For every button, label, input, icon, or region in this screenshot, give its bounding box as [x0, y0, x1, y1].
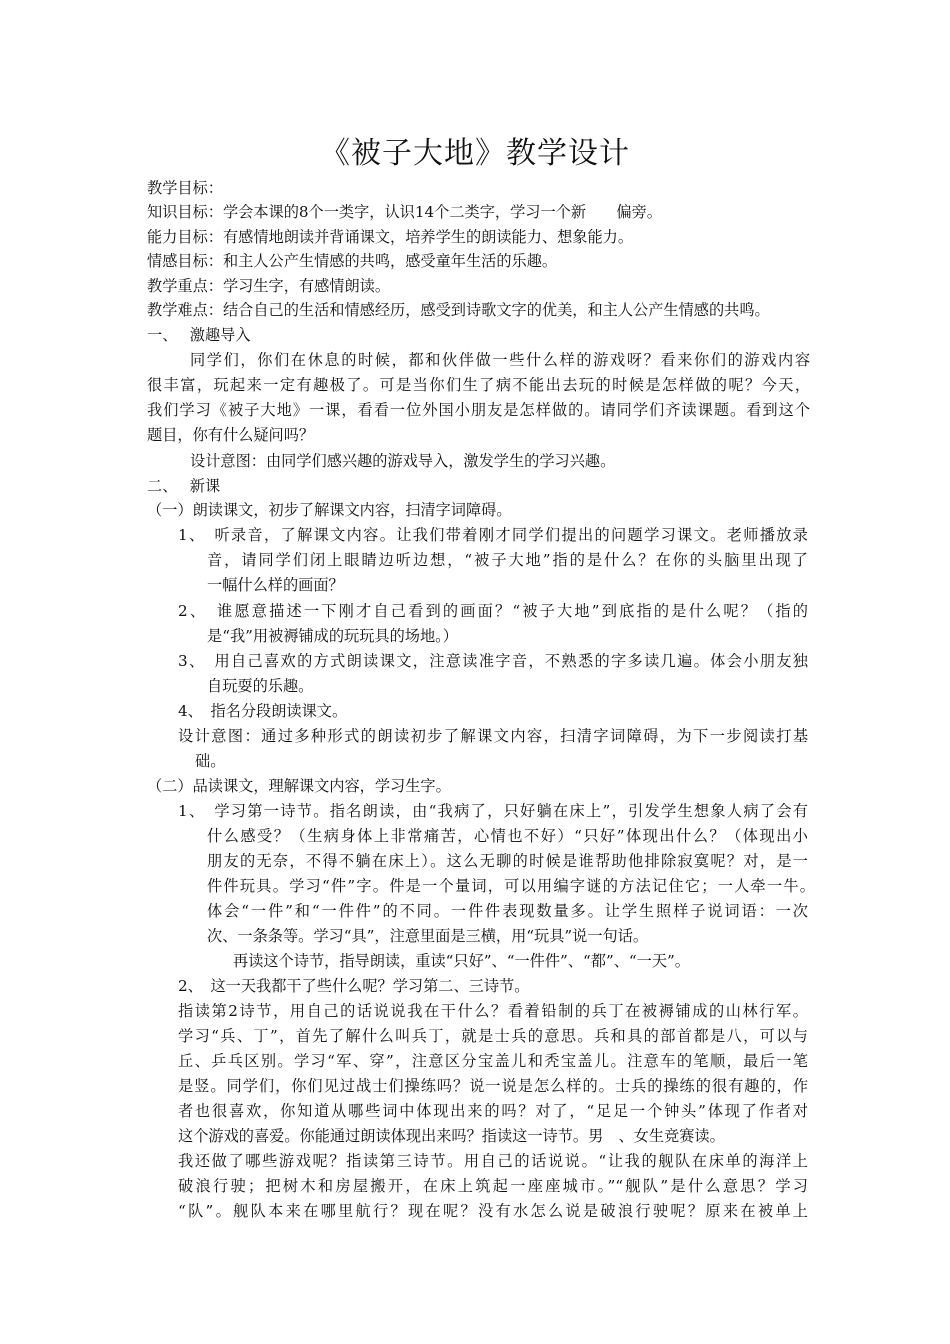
- part-1-item-2: 是“我”用被褥铺成的玩玩具的场地。）: [207, 627, 458, 645]
- part-2-item-1: 朋友的无奈，不得不躺在床上）。这么无聊的时候是谁帮助他排除寂寞呢？对，是一: [207, 852, 808, 870]
- part-1-item-1: 1、 听录音，了解课文内容。让我们带着刚才同学们提出的问题学习课文。老师播放录: [178, 526, 808, 544]
- part-2-item-2: 2、 这一天我都干了些什么呢？学习第二、三诗节。: [178, 977, 530, 995]
- part-2-item-1: 次、一条条等。学习“具”，注意里面是三横，用“玩具”说一句话。: [207, 927, 649, 945]
- part-1-item-2: 2、 谁愿意描述一下刚才自己看到的画面？“被子大地”到底指的是什么呢？（指的: [178, 602, 808, 620]
- goal-emotion: 情感目标：和主人公产生情感的共鸣，感受童年生活的乐趣。: [147, 252, 558, 270]
- part-2-paragraph-2: 丘、乒乓区别。学习“军、穿”，注意区分宝盖儿和秃宝盖儿。注意车的笔顺，最后一笔: [178, 1052, 808, 1070]
- part-2-paragraph-2: 是竖。同学们，你们见过战士们操练吗？说一说是怎么样的。士兵的操练的很有趣的，作: [178, 1077, 808, 1095]
- part-1-item-3: 3、 用自己喜欢的方式朗读课文，注意读准字音，不熟悉的字多读几遍。体会小朋友独: [178, 652, 808, 670]
- part-2-paragraph-2: 者也很喜欢，你知道从哪些词中体现出来的吗？对了，“足足一个钟头”体现了作者对: [178, 1102, 808, 1120]
- goal-ability: 能力目标：有感情地朗读并背诵课文，培养学生的朗读能力、想象能力。: [147, 228, 633, 246]
- part-2-item-1: 件件玩具。学习“件”字。件是一个量词，可以用编字谜的方法记住它；一人牵一牛。: [207, 877, 815, 895]
- part-1-heading: （一）朗读课文，初步了解课文内容，扫清字词障碍。: [147, 501, 512, 519]
- part-2-paragraph-2: 指读第2诗节，用自己的话说说我在干什么？看着铅制的兵丁在被褥铺成的山林行军。: [178, 1002, 808, 1020]
- part-1-design-note: 础。: [195, 752, 226, 770]
- section-1-line: 我们学习《被子大地》一课，看看一位外国小朋友是怎样做的。请同学们齐读课题。看到这个: [147, 401, 810, 419]
- part-1-design-note: 设计意图：通过多种形式的朗读初步了解课文内容，扫清字词障碍，为下一步阅读打基: [178, 727, 808, 745]
- key-point: 教学重点：学习生字，有感情朗读。: [147, 277, 390, 295]
- part-2-item-1: 1、 学习第一诗节。指名朗读，由“我病了，只好躺在床上”，引发学生想象人病了会有: [178, 802, 808, 820]
- part-2-paragraph-3: 我还做了哪些游戏呢？指读第三诗节。用自己的话说说。“让我的舰队在床单的海洋上: [178, 1152, 808, 1170]
- goals-heading: 教学目标：: [147, 179, 223, 197]
- part-2-paragraph-3: “队”。舰队本来在哪里航行？现在呢？没有水怎么说是破浪行驶呢？原来在被单上: [178, 1202, 808, 1220]
- difficulty: 教学难点：结合自己的生活和情感经历，感受到诗歌文字的优美，和主人公产生情感的共鸣。: [147, 301, 770, 319]
- part-2-heading: （二）品读课文，理解课文内容，学习生字。: [147, 777, 451, 795]
- part-2-item-1: 体会“一件”和“一件件”的不同。一件件表现数量多。让学生照样子说词语：一次: [207, 902, 808, 920]
- goal-knowledge: 知识目标：学会本课的8个一类字，认识14个二类字，学习一个新 偏旁。: [147, 203, 662, 221]
- section-1-line: 同学们，你们在休息的时候，都和伙伴做一些什么样的游戏呀？看来你们的游戏内容: [190, 351, 810, 369]
- section-1-line: 很丰富，玩起来一定有趣极了。可是当你们生了病不能出去玩的时候是怎样做的呢？今天，: [147, 376, 810, 394]
- part-2-item-1: 什么感受？（生病身体上非常痛苦，心情也不好）“只好”体现出什么？（体现出小: [207, 827, 808, 845]
- part-2-paragraph-2: 学习“兵、丁”，首先了解什么叫兵丁，就是士兵的意思。兵和具的部首都是八，可以与: [178, 1027, 808, 1045]
- part-2-reread-note: 再读这个诗节，指导朗读，重读“只好”、“一件件”、“都”、“一天”。: [233, 952, 690, 970]
- page-title: 《被子大地》教学设计: [320, 136, 630, 171]
- part-1-item-1: 音，请同学们闭上眼睛边听边想，“被子大地”指的是什么？在你的头脑里出现了: [207, 551, 808, 569]
- part-2-paragraph-2: 这个游戏的喜爱。你能通过朗读体现出来吗？指读这一诗节。男 、女生竞赛读。: [178, 1127, 725, 1145]
- section-1-heading: 一、 激趣导入: [147, 326, 251, 344]
- section-1-design-note: 设计意图：由同学们感兴趣的游戏导入，激发学生的学习兴趣。: [190, 452, 616, 470]
- part-1-item-3: 自玩耍的乐趣。: [207, 677, 314, 695]
- section-1-line: 题目，你有什么疑问吗？: [147, 426, 315, 444]
- part-1-item-1: 一幅什么样的画面？: [207, 576, 344, 594]
- part-1-item-4: 4、 指名分段朗读课文。: [178, 702, 348, 720]
- section-2-heading: 二、 新课: [147, 477, 221, 495]
- part-2-paragraph-3: 破浪行驶；把树木和房屋搬开，在床上筑起一座座城市。”“舰队”是什么意思？学习: [178, 1177, 808, 1195]
